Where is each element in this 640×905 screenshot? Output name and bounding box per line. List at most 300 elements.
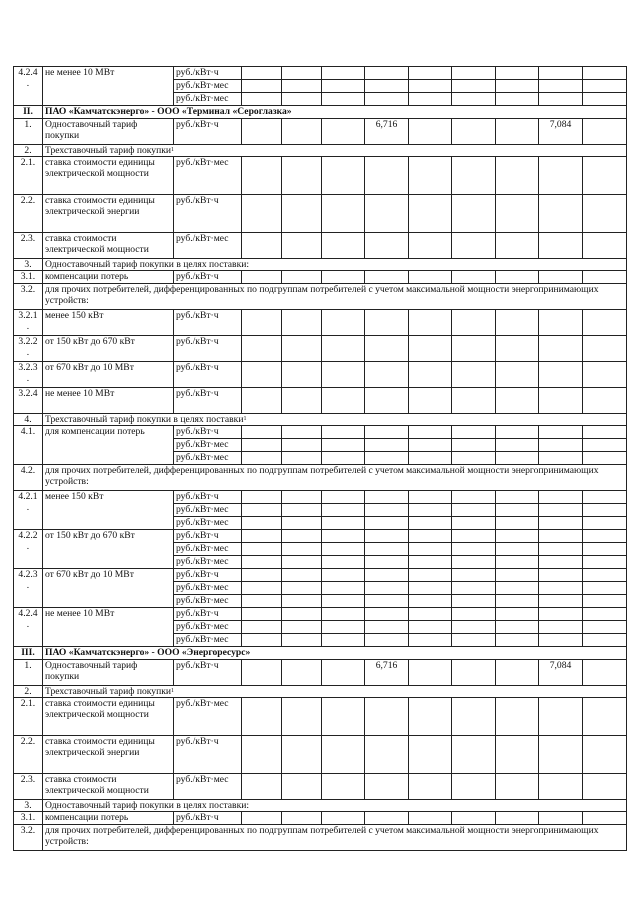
value-cell (242, 556, 282, 569)
value-cell (496, 310, 539, 336)
value-cell (583, 634, 627, 647)
value-cell (409, 491, 452, 504)
value-cell: 7,084 (539, 660, 583, 686)
value-cell (242, 569, 282, 582)
value-cell (539, 271, 583, 284)
table-row (14, 119, 627, 145)
value-cell (452, 608, 496, 621)
value-cell (365, 569, 409, 582)
table-row (14, 414, 627, 426)
value-cell (452, 812, 496, 825)
value-cell (242, 452, 282, 465)
value-cell (282, 504, 322, 517)
value-cell (583, 80, 627, 93)
value-cell (282, 195, 322, 233)
unit-cell: руб./кВт·мес (174, 517, 242, 530)
value-cell (409, 119, 452, 145)
table-row (14, 157, 627, 195)
table-row (14, 195, 627, 233)
unit-cell: руб./кВт·мес (174, 556, 242, 569)
value-cell (322, 195, 365, 233)
row-number: 4.1. (14, 426, 43, 465)
value-cell (365, 530, 409, 543)
value-cell (242, 736, 282, 774)
unit-cell: руб./кВт·мес (174, 504, 242, 517)
value-cell (583, 157, 627, 195)
value-cell (365, 195, 409, 233)
value-cell (496, 157, 539, 195)
value-cell (322, 543, 365, 556)
value-cell (409, 362, 452, 388)
value-cell (409, 336, 452, 362)
row-number: 2. (14, 686, 43, 698)
value-cell (539, 517, 583, 530)
value-cell (409, 517, 452, 530)
unit-cell: руб./кВт·мес (174, 439, 242, 452)
value-cell (583, 195, 627, 233)
unit-cell: руб./кВт·ч (174, 336, 242, 362)
unit-cell: руб./кВт·ч (174, 388, 242, 414)
row-label: ставка стоимости электрической мощности (43, 774, 174, 800)
value-cell (452, 543, 496, 556)
value-cell (452, 362, 496, 388)
value-cell (539, 362, 583, 388)
unit-cell: руб./кВт·ч (174, 362, 242, 388)
value-cell (409, 774, 452, 800)
row-number: 2.1. (14, 698, 43, 736)
value-cell (452, 271, 496, 284)
section-title: ПАО «Камчатскэнерго» - ООО «Терминал «Сероглазка» (43, 106, 627, 119)
unit-cell: руб./кВт·ч (174, 271, 242, 284)
value-cell (452, 634, 496, 647)
value-cell (496, 233, 539, 259)
unit-cell: руб./кВт·мес (174, 543, 242, 556)
row-number: 2. (14, 145, 43, 157)
value-cell (282, 736, 322, 774)
value-cell (322, 388, 365, 414)
value-cell (496, 698, 539, 736)
table-row (14, 233, 627, 259)
row-label: не менее 10 МВт (43, 388, 174, 414)
value-cell (452, 93, 496, 106)
value-cell (282, 621, 322, 634)
row-label: Трехставочный тариф покупки$^1$ (43, 145, 627, 157)
value-cell (539, 80, 583, 93)
value-cell (242, 119, 282, 145)
unit-cell: руб./кВт·ч (174, 608, 242, 621)
value-cell (409, 698, 452, 736)
value-cell (282, 80, 322, 93)
row-label: для прочих потребителей, дифференцированных по подгруппам потребителей с учетом максимальной мощности энергопринимающих устройств: (43, 825, 627, 851)
unit-cell: руб./кВт·ч (174, 491, 242, 504)
row-number: 3.2.2 . (14, 336, 43, 362)
row-label: от 150 кВт до 670 кВт (43, 530, 174, 569)
row-number: 3.1. (14, 812, 43, 825)
table-row (14, 530, 627, 543)
value-cell (496, 634, 539, 647)
value-cell (496, 439, 539, 452)
value-cell (496, 774, 539, 800)
unit-cell: руб./кВт·ч (174, 660, 242, 686)
value-cell (365, 93, 409, 106)
value-cell (322, 310, 365, 336)
value-cell (322, 452, 365, 465)
value-cell (583, 774, 627, 800)
value-cell (452, 698, 496, 736)
table-row (14, 388, 627, 414)
value-cell (496, 595, 539, 608)
value-cell (282, 439, 322, 452)
row-label: менее 150 кВт (43, 491, 174, 530)
value-cell (496, 504, 539, 517)
value-cell (409, 634, 452, 647)
value-cell (242, 774, 282, 800)
value-cell (583, 93, 627, 106)
value-cell (452, 452, 496, 465)
value-cell (452, 439, 496, 452)
value-cell (322, 595, 365, 608)
value-cell (242, 336, 282, 362)
value-cell (322, 362, 365, 388)
row-number: 3.2. (14, 825, 43, 851)
row-number: 3.2.4 (14, 388, 43, 414)
value-cell (242, 271, 282, 284)
value-cell (409, 67, 452, 80)
value-cell (365, 517, 409, 530)
table-row (14, 825, 627, 851)
value-cell (322, 504, 365, 517)
value-cell (409, 582, 452, 595)
value-cell (583, 452, 627, 465)
value-cell (496, 621, 539, 634)
unit-cell: руб./кВт·мес (174, 774, 242, 800)
value-cell (409, 608, 452, 621)
value-cell (539, 157, 583, 195)
value-cell (365, 634, 409, 647)
table-row (14, 465, 627, 491)
value-cell (539, 530, 583, 543)
value-cell (452, 388, 496, 414)
value-cell (242, 582, 282, 595)
section-number: II. (14, 106, 43, 119)
unit-cell: руб./кВт·ч (174, 195, 242, 233)
value-cell (539, 491, 583, 504)
unit-cell: руб./кВт·ч (174, 530, 242, 543)
value-cell (242, 233, 282, 259)
value-cell (282, 608, 322, 621)
value-cell (496, 362, 539, 388)
value-cell (242, 388, 282, 414)
row-label: Одноставочный тариф покупки (43, 660, 174, 686)
value-cell (322, 698, 365, 736)
table-row (14, 647, 627, 660)
row-label: ставка стоимости единицы электрической энергии (43, 736, 174, 774)
unit-cell: руб./кВт·мес (174, 80, 242, 93)
row-number: 1. (14, 119, 43, 145)
value-cell (365, 67, 409, 80)
value-cell (365, 426, 409, 439)
value-cell (409, 233, 452, 259)
value-cell (282, 310, 322, 336)
value-cell (496, 119, 539, 145)
value-cell (322, 233, 365, 259)
value-cell (322, 736, 365, 774)
value-cell (496, 608, 539, 621)
row-label: для прочих потребителей, дифференцированных по подгруппам потребителей с учетом максимальной мощности энергопринимающих устройств: (43, 465, 627, 491)
value-cell (539, 736, 583, 774)
value-cell (496, 93, 539, 106)
value-cell (452, 336, 496, 362)
value-cell (365, 543, 409, 556)
unit-cell: руб./кВт·ч (174, 812, 242, 825)
value-cell (365, 736, 409, 774)
value-cell (322, 774, 365, 800)
table-row (14, 310, 627, 336)
value-cell (539, 621, 583, 634)
value-cell (282, 362, 322, 388)
value-cell (452, 660, 496, 686)
value-cell (282, 543, 322, 556)
value-cell (496, 812, 539, 825)
value-cell (583, 388, 627, 414)
row-label: ставка стоимости электрической мощности (43, 233, 174, 259)
value-cell (409, 543, 452, 556)
row-number: 4.2.1 . (14, 491, 43, 530)
row-label: Трехставочный тариф покупки в целях поставки$^1$ (43, 414, 627, 426)
value-cell (409, 310, 452, 336)
value-cell (322, 608, 365, 621)
value-cell (583, 621, 627, 634)
value-cell (409, 621, 452, 634)
unit-cell: руб./кВт·ч (174, 569, 242, 582)
row-number: 4.2.4 . (14, 608, 43, 647)
table-row (14, 259, 627, 271)
value-cell (242, 660, 282, 686)
unit-cell: руб./кВт·ч (174, 426, 242, 439)
row-number: 2.1. (14, 157, 43, 195)
value-cell (452, 595, 496, 608)
row-label: компенсации потерь (43, 812, 174, 825)
value-cell (282, 336, 322, 362)
unit-cell: руб./кВт·мес (174, 93, 242, 106)
table-row (14, 491, 627, 504)
row-label: компенсации потерь (43, 271, 174, 284)
table-row (14, 736, 627, 774)
value-cell (539, 608, 583, 621)
row-label: ставка стоимости единицы электрической мощности (43, 698, 174, 736)
value-cell (242, 698, 282, 736)
unit-cell: руб./кВт·мес (174, 698, 242, 736)
value-cell (322, 491, 365, 504)
value-cell (282, 157, 322, 195)
value-cell (539, 233, 583, 259)
value-cell (583, 582, 627, 595)
value-cell (539, 426, 583, 439)
value-cell (282, 530, 322, 543)
table-row (14, 106, 627, 119)
value-cell (583, 543, 627, 556)
footnote-mark: 1 (171, 147, 175, 153)
row-number: 2.2. (14, 736, 43, 774)
footnote-mark: 1 (171, 688, 175, 694)
table-row (14, 608, 627, 621)
value-cell (496, 80, 539, 93)
row-number: 3. (14, 259, 43, 271)
value-cell (539, 388, 583, 414)
value-cell (242, 530, 282, 543)
row-label: от 150 кВт до 670 кВт (43, 336, 174, 362)
row-label: Одноставочный тариф покупки (43, 119, 174, 145)
value-cell (242, 634, 282, 647)
footnote-mark: 1 (243, 416, 247, 422)
value-cell (539, 336, 583, 362)
unit-cell: руб./кВт·ч (174, 119, 242, 145)
value-cell (452, 530, 496, 543)
section-title: ПАО «Камчатскэнерго» - ООО «Энергоресурс» (43, 647, 627, 660)
row-number: 4.2.2 . (14, 530, 43, 569)
value-cell (409, 556, 452, 569)
value-cell (365, 621, 409, 634)
row-number: 3.2.1 . (14, 310, 43, 336)
value-cell (365, 271, 409, 284)
value-cell (496, 388, 539, 414)
row-number: 4.2. (14, 465, 43, 491)
value-cell (583, 491, 627, 504)
row-number: 4.2.4 . (14, 67, 43, 106)
value-cell (496, 517, 539, 530)
value-cell (282, 698, 322, 736)
value-cell (583, 736, 627, 774)
value-cell (322, 634, 365, 647)
value-cell: 6,716 (365, 119, 409, 145)
value-cell (452, 67, 496, 80)
value-cell (409, 452, 452, 465)
table-row (14, 271, 627, 284)
value-cell (539, 439, 583, 452)
table-row (14, 686, 627, 698)
value-cell (583, 310, 627, 336)
value-cell (322, 556, 365, 569)
row-number: 3.1. (14, 271, 43, 284)
value-cell (409, 439, 452, 452)
value-cell (282, 517, 322, 530)
value-cell (365, 157, 409, 195)
value-cell (583, 233, 627, 259)
value-cell (583, 556, 627, 569)
value-cell (365, 439, 409, 452)
row-label: Одноставочный тариф покупки в целях поставки: (43, 800, 627, 812)
table-row (14, 660, 627, 686)
value-cell (409, 157, 452, 195)
value-cell (365, 491, 409, 504)
value-cell (242, 157, 282, 195)
value-cell (409, 595, 452, 608)
value-cell (242, 439, 282, 452)
value-cell (322, 621, 365, 634)
value-cell (409, 530, 452, 543)
row-label: от 670 кВт до 10 МВт (43, 569, 174, 608)
row-label: не менее 10 МВт (43, 608, 174, 647)
value-cell (322, 157, 365, 195)
value-cell (409, 660, 452, 686)
value-cell (365, 582, 409, 595)
value-cell (496, 195, 539, 233)
value-cell (242, 621, 282, 634)
unit-cell: руб./кВт·мес (174, 582, 242, 595)
value-cell (322, 336, 365, 362)
value-cell (365, 504, 409, 517)
value-cell (282, 774, 322, 800)
row-number: 2.3. (14, 233, 43, 259)
value-cell (539, 774, 583, 800)
value-cell (365, 556, 409, 569)
value-cell (539, 595, 583, 608)
value-cell (539, 634, 583, 647)
value-cell (242, 517, 282, 530)
value-cell (282, 233, 322, 259)
value-cell (242, 426, 282, 439)
row-number: 3.2.3 . (14, 362, 43, 388)
value-cell (409, 80, 452, 93)
value-cell (452, 582, 496, 595)
value-cell (365, 774, 409, 800)
table-row (14, 698, 627, 736)
value-cell (539, 569, 583, 582)
row-number: 2.2. (14, 195, 43, 233)
value-cell (539, 504, 583, 517)
value-cell (452, 195, 496, 233)
value-cell (452, 157, 496, 195)
value-cell (242, 310, 282, 336)
value-cell (539, 452, 583, 465)
value-cell (583, 119, 627, 145)
value-cell (242, 543, 282, 556)
value-cell (282, 812, 322, 825)
table-row (14, 362, 627, 388)
value-cell (583, 504, 627, 517)
value-cell (409, 812, 452, 825)
value-cell (365, 452, 409, 465)
value-cell (282, 569, 322, 582)
table-row (14, 800, 627, 812)
value-cell (242, 491, 282, 504)
row-label: от 670 кВт до 10 МВт (43, 362, 174, 388)
table-row (14, 812, 627, 825)
value-cell (539, 93, 583, 106)
value-cell (242, 195, 282, 233)
value-cell (583, 67, 627, 80)
value-cell (539, 812, 583, 825)
unit-cell: руб./кВт·мес (174, 621, 242, 634)
value-cell (539, 195, 583, 233)
value-cell (242, 812, 282, 825)
value-cell (409, 426, 452, 439)
value-cell (583, 660, 627, 686)
value-cell (322, 80, 365, 93)
value-cell (365, 698, 409, 736)
value-cell (322, 271, 365, 284)
row-label: ставка стоимости единицы электрической мощности (43, 157, 174, 195)
value-cell (583, 426, 627, 439)
value-cell (365, 336, 409, 362)
row-label: для прочих потребителей, дифференцированных по подгруппам потребителей с учетом максимальной мощности энергопринимающих устройств: (43, 284, 627, 310)
value-cell (496, 569, 539, 582)
value-cell (282, 388, 322, 414)
value-cell (242, 595, 282, 608)
value-cell (496, 491, 539, 504)
value-cell (452, 80, 496, 93)
value-cell (282, 119, 322, 145)
